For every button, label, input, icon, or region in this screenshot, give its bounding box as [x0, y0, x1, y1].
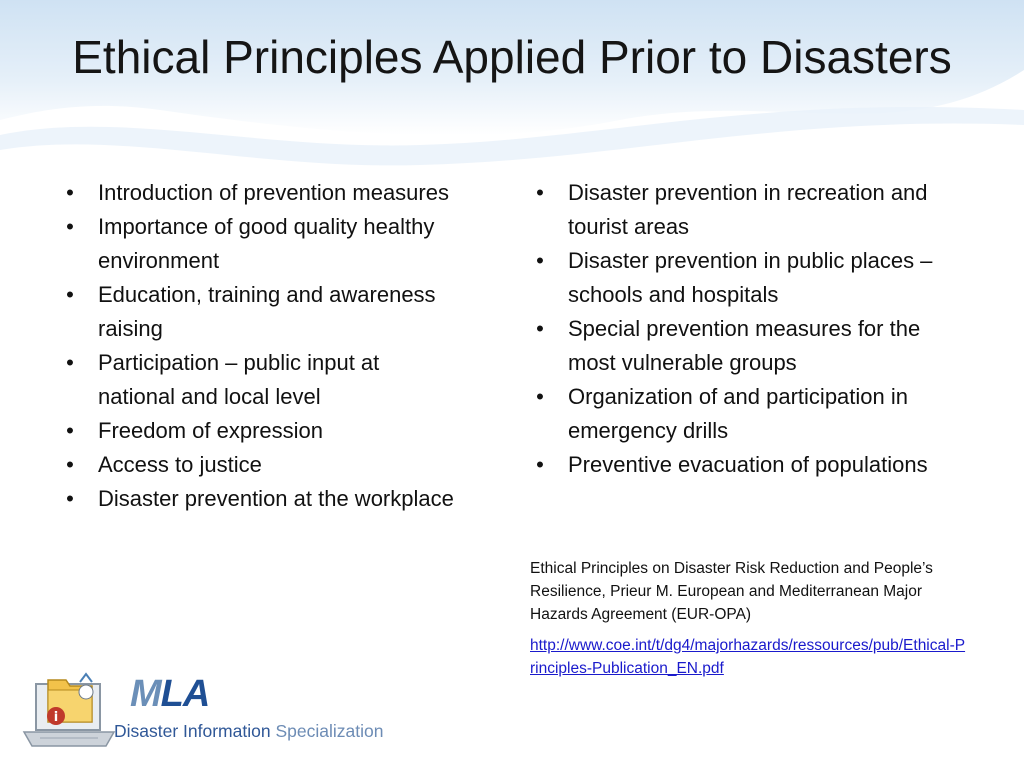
left-bullet-list — [58, 176, 458, 516]
bullet-icon: • — [536, 384, 544, 409]
bullet-text: Disaster prevention in recreation and tourist areas — [568, 180, 928, 239]
bullet-text: Introduction of prevention measures — [98, 180, 449, 205]
laptop-with-folder-icon — [22, 672, 117, 754]
bullet-icon: • — [66, 214, 74, 239]
bullet-icon: • — [66, 180, 74, 205]
list-item — [58, 482, 458, 516]
bullet-icon: • — [66, 282, 74, 307]
right-bullet-list — [528, 176, 968, 482]
bullet-text: Disaster prevention at the workplace — [98, 486, 454, 511]
bullet-text: Preventive evacuation of populations — [568, 452, 928, 477]
bullet-text: Participation – public input at national and local level — [98, 350, 380, 409]
reference-link[interactable]: http://www.coe.int/t/dg4/majorhazards/ressources/pub/Ethical-Principles-Publication_EN.pdf — [530, 637, 966, 677]
list-item — [58, 278, 458, 346]
svg-text:i: i — [53, 710, 59, 725]
list-item — [528, 244, 968, 312]
list-item — [528, 176, 968, 244]
bullet-icon: • — [536, 248, 544, 273]
list-item — [528, 312, 968, 380]
bullet-icon: • — [66, 486, 74, 511]
logo-tagline: Disaster Information Specialization — [114, 721, 384, 741]
list-item — [58, 448, 458, 482]
bullet-icon: • — [536, 316, 544, 341]
slide-title: Ethical Principles Applied Prior to Disasters — [72, 31, 952, 83]
list-item — [58, 210, 458, 278]
bullet-text: Organization of and participation in emergency drills — [568, 384, 908, 443]
bullet-text: Education, training and awareness raising — [98, 282, 436, 341]
bullet-text: Special prevention measures for the most vulnerable groups — [568, 316, 921, 375]
bullet-text: Importance of good quality healthy environment — [98, 214, 435, 273]
list-item — [58, 176, 458, 210]
bullet-icon: • — [536, 452, 544, 477]
list-item — [528, 448, 968, 482]
bullet-icon: • — [536, 180, 544, 205]
bullet-text: Disaster prevention in public places – schools and hospitals — [568, 248, 933, 307]
list-item — [58, 414, 458, 448]
reference-citation: Ethical Principles on Disaster Risk Reduction and People’s Resilience, Prieur M. European and Mediterranean Major Hazards Agreement (EUR-OPA) — [530, 560, 933, 623]
bullet-icon: • — [66, 350, 74, 375]
bullet-text: Freedom of expression — [98, 418, 323, 443]
list-item — [58, 346, 458, 414]
mla-logo — [22, 672, 382, 756]
bullet-icon: • — [66, 418, 74, 443]
bullet-text: Access to justice — [98, 452, 262, 477]
mla-wordmark: MLA — [130, 673, 210, 715]
bullet-icon: • — [66, 452, 74, 477]
list-item — [528, 380, 968, 448]
